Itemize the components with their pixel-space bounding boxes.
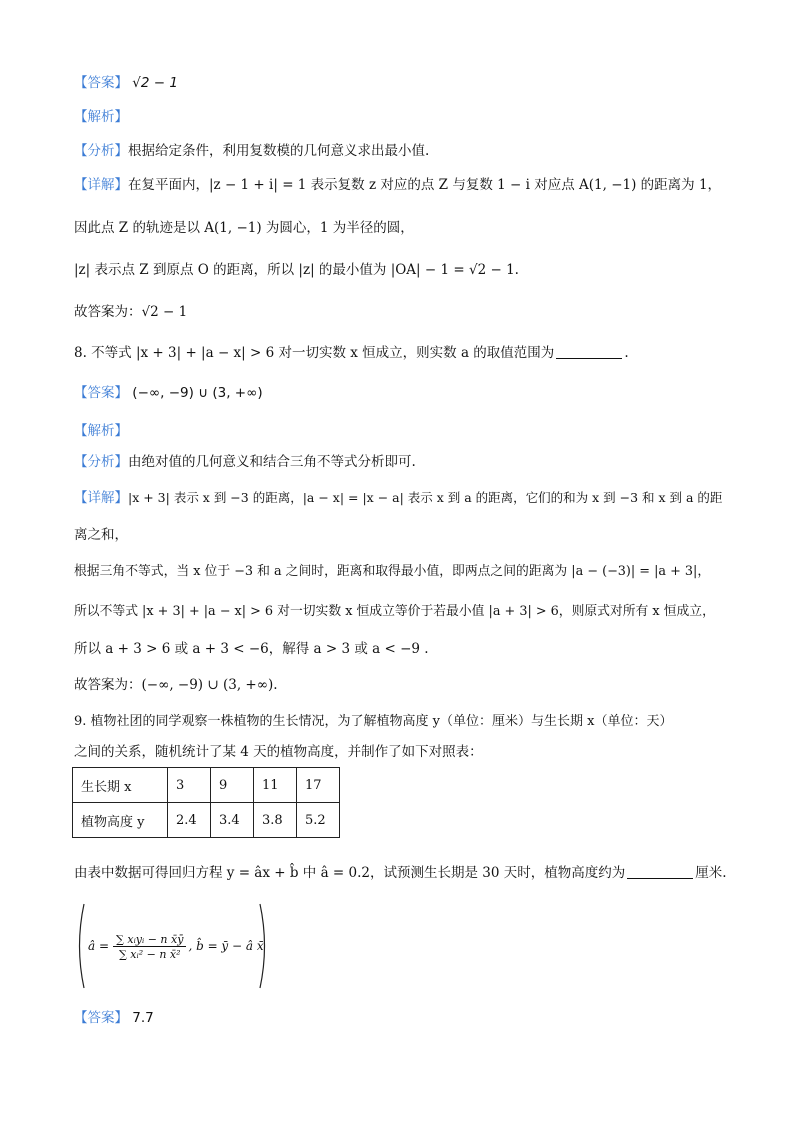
detail-7-line-1 bbox=[74, 174, 721, 196]
table-cell: 3 bbox=[168, 768, 211, 803]
analysis-heading-8 bbox=[74, 420, 128, 442]
answer-value: (−∞, −9) ∪ (3, +∞) bbox=[132, 385, 263, 401]
answer-7 bbox=[74, 72, 178, 94]
tag-label: 【详解】 bbox=[74, 490, 128, 506]
a-hat-label: â = bbox=[88, 939, 110, 953]
analysis-8 bbox=[74, 451, 416, 473]
regression-formula bbox=[74, 900, 270, 992]
answer-value: 7.7 bbox=[132, 1010, 154, 1026]
table-cell: 11 bbox=[254, 768, 297, 803]
tag-label: 【分析】 bbox=[74, 143, 128, 159]
question-9-line-2: 之间的关系，随机统计了某 4 天的植物高度，并制作了如下对照表： bbox=[74, 744, 483, 760]
detail-text: 在复平面内，|z − 1 + i| = 1 表示复数 z 对应的点 Z 与复数 1 − i 对应点 A(1, −1) 的距离为 1， bbox=[128, 177, 722, 193]
fraction bbox=[113, 932, 186, 961]
table-cell: 3.4 bbox=[211, 803, 254, 838]
analysis-7 bbox=[74, 140, 429, 162]
analysis-heading-7 bbox=[74, 106, 128, 128]
tag-label: 【答案】 bbox=[74, 75, 128, 91]
tag-label: 【分析】 bbox=[74, 454, 128, 470]
detail-8-line-5: 所以 a + 3 > 6 或 a + 3 < −6，解得 a > 3 或 a < −9 . bbox=[74, 641, 429, 657]
question-end: . bbox=[624, 345, 629, 361]
question-text: 由表中数据可得回归方程 y = âx + b̂ 中 â = 0.2，试预测生长期是 30 天时，植物高度约为 bbox=[74, 865, 626, 881]
table-cell: 17 bbox=[297, 768, 340, 803]
table-cell: 9 bbox=[211, 768, 254, 803]
fraction-numerator bbox=[113, 932, 186, 947]
tag-label: 【答案】 bbox=[74, 385, 128, 401]
analysis-text: 根据给定条件，利用复数模的几何意义求出最小值. bbox=[128, 143, 430, 159]
analysis-text: 由绝对值的几何意义和结合三角不等式分析即可. bbox=[128, 454, 416, 470]
table-cell: 3.8 bbox=[254, 803, 297, 838]
b-hat-formula: , b̂ = ȳ − â x̄ bbox=[188, 939, 264, 953]
detail-7-line-2: 因此点 Z 的轨迹是以 A(1, −1) 为圆心，1 为半径的圆， bbox=[74, 220, 414, 236]
tag-label: 【解析】 bbox=[74, 423, 128, 439]
question-9-line-1: 9. 植物社团的同学观察一株植物的生长情况，为了解植物高度 y（单位：厘米）与生长期 x（单位：天） bbox=[74, 714, 673, 729]
detail-8-line-4: 所以不等式 |x + 3| + |a − x| > 6 对一切实数 x 恒成立等价于若最小值 |a + 3| > 6，则原式对所有 x 恒成立， bbox=[74, 604, 715, 619]
denominator-text: ∑ xᵢ² − n x̄² bbox=[118, 947, 181, 961]
final-answer-8: 故答案为：(−∞, −9) ∪ (3, +∞). bbox=[74, 677, 278, 693]
numerator-text: ∑ xᵢyᵢ − n x̄ȳ bbox=[116, 932, 184, 946]
answer-8 bbox=[74, 382, 263, 404]
question-text: 8. 不等式 |x + 3| + |a − x| > 6 对一切实数 x 恒成立，则实数 a 的取值范围为 bbox=[74, 345, 555, 361]
detail-text: |x + 3| 表示 x 到 −3 的距离，|a − x| = |x − a| 表示 x 到 a 的距离，它们的和为 x 到 −3 和 x 到 a 的距 bbox=[128, 490, 723, 505]
tag-label: 【答案】 bbox=[74, 1010, 128, 1026]
data-table bbox=[72, 767, 340, 838]
table-cell: 2.4 bbox=[168, 803, 211, 838]
table-row bbox=[73, 768, 340, 803]
detail-8-line-2: 离之和， bbox=[74, 527, 128, 543]
answer-blank bbox=[627, 864, 693, 879]
question-end: 厘米. bbox=[695, 865, 727, 881]
fraction-denominator bbox=[113, 947, 186, 961]
question-9-line-3 bbox=[74, 862, 727, 884]
answer-blank bbox=[556, 344, 622, 359]
detail-7-line-3: |z| 表示点 Z 到原点 O 的距离，所以 |z| 的最小值为 |OA| − 1 = √2 − 1. bbox=[74, 262, 519, 278]
detail-8-line-1 bbox=[74, 487, 722, 509]
table-cell: 5.2 bbox=[297, 803, 340, 838]
final-answer-7: 故答案为：√2 − 1 bbox=[74, 304, 188, 320]
tag-label: 【解析】 bbox=[74, 109, 128, 125]
question-8 bbox=[74, 342, 629, 364]
table-row bbox=[73, 803, 340, 838]
tag-label: 【详解】 bbox=[74, 177, 128, 193]
detail-8-line-3: 根据三角不等式，当 x 位于 −3 和 a 之间时，距离和取得最小值，即两点之间的距离为 |a − (−3)| = |a + 3|， bbox=[74, 564, 711, 579]
answer-9 bbox=[74, 1007, 154, 1029]
row-header: 植物高度 y bbox=[73, 803, 168, 838]
answer-value: √2 − 1 bbox=[132, 75, 178, 91]
row-header: 生长期 x bbox=[73, 768, 168, 803]
